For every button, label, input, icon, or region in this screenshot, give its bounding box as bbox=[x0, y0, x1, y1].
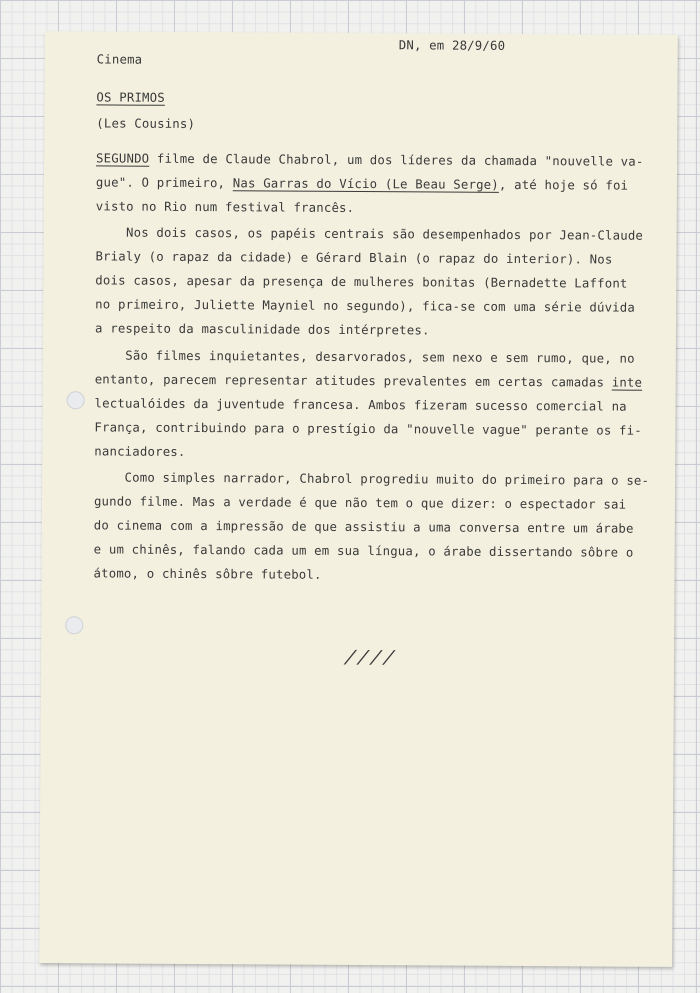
text-line: Como simples narrador, Chabrol progrediu muito do primeiro para o se- bbox=[94, 470, 650, 488]
text-line bbox=[95, 371, 643, 390]
text-fragment: entanto, parecem representar atitudes prevalentes em certas camadas bbox=[94, 372, 612, 390]
text-line: Brialy (o rapaz da cidade) e Gérard Blain (o rapaz do interior). Nos bbox=[95, 249, 613, 267]
end-mark: //// bbox=[341, 646, 400, 669]
text-line: e um chinês, falando cada um em sua língua, o árabe dissertando sôbre o bbox=[93, 542, 634, 560]
text-fragment: inte bbox=[611, 375, 643, 390]
text-fragment: , até hoje só foi bbox=[498, 177, 629, 193]
text-fragment: gue". O primeiro, bbox=[95, 175, 233, 191]
text-line: visto no Rio num festival francês. bbox=[95, 199, 355, 215]
document-page bbox=[39, 31, 678, 967]
text-line: Nos dois casos, os papéis centrais são desempenhados por Jean-Claude bbox=[95, 225, 644, 243]
text-line: do cinema com a impressão de que assistiu a uma conversa entre um árabe bbox=[93, 518, 634, 536]
text-line bbox=[96, 174, 628, 193]
article-subtitle: (Les Cousins) bbox=[96, 116, 196, 131]
text-fragment: filme de Claude Chabrol, um dos líderes da chamada "nouvelle va- bbox=[149, 151, 644, 169]
punch-hole bbox=[65, 616, 83, 634]
text-line: nanciadores. bbox=[94, 444, 186, 459]
text-line: lectualóides da juventude francesa. Ambos fizeram sucesso comercial na bbox=[94, 396, 627, 414]
punch-hole bbox=[67, 391, 85, 409]
film-title: Nas Garras do Vício (Le Beau Serge) bbox=[232, 176, 499, 192]
text-line: dois casos, apesar da presença de mulheres bonitas (Bernadette Laffont bbox=[95, 273, 628, 291]
text-line: no primeiro, Juliette Mayniel no segundo), fica-se com uma série dúvida bbox=[95, 297, 636, 315]
first-word: SEGUNDO bbox=[96, 151, 150, 166]
text-line: São filmes inquietantes, desarvorados, sem nexo e sem rumo, que, no bbox=[94, 348, 635, 366]
text-line: átomo, o chinês sôbre futebol. bbox=[93, 566, 322, 582]
text-line: a respeito da masculinidade dos intérpretes. bbox=[94, 321, 430, 338]
date-line: DN, em 28/9/60 bbox=[398, 38, 506, 53]
text-line bbox=[96, 150, 644, 169]
section-label: Cinema bbox=[96, 52, 143, 67]
article-title: OS PRIMOS bbox=[96, 90, 165, 105]
text-line: gundo filme. Mas a verdade é que não tem o que dizer: o espectador sai bbox=[93, 494, 627, 512]
text-line: França, contribuindo para o prestígio da "nouvelle vague" perante os fi- bbox=[94, 420, 642, 438]
